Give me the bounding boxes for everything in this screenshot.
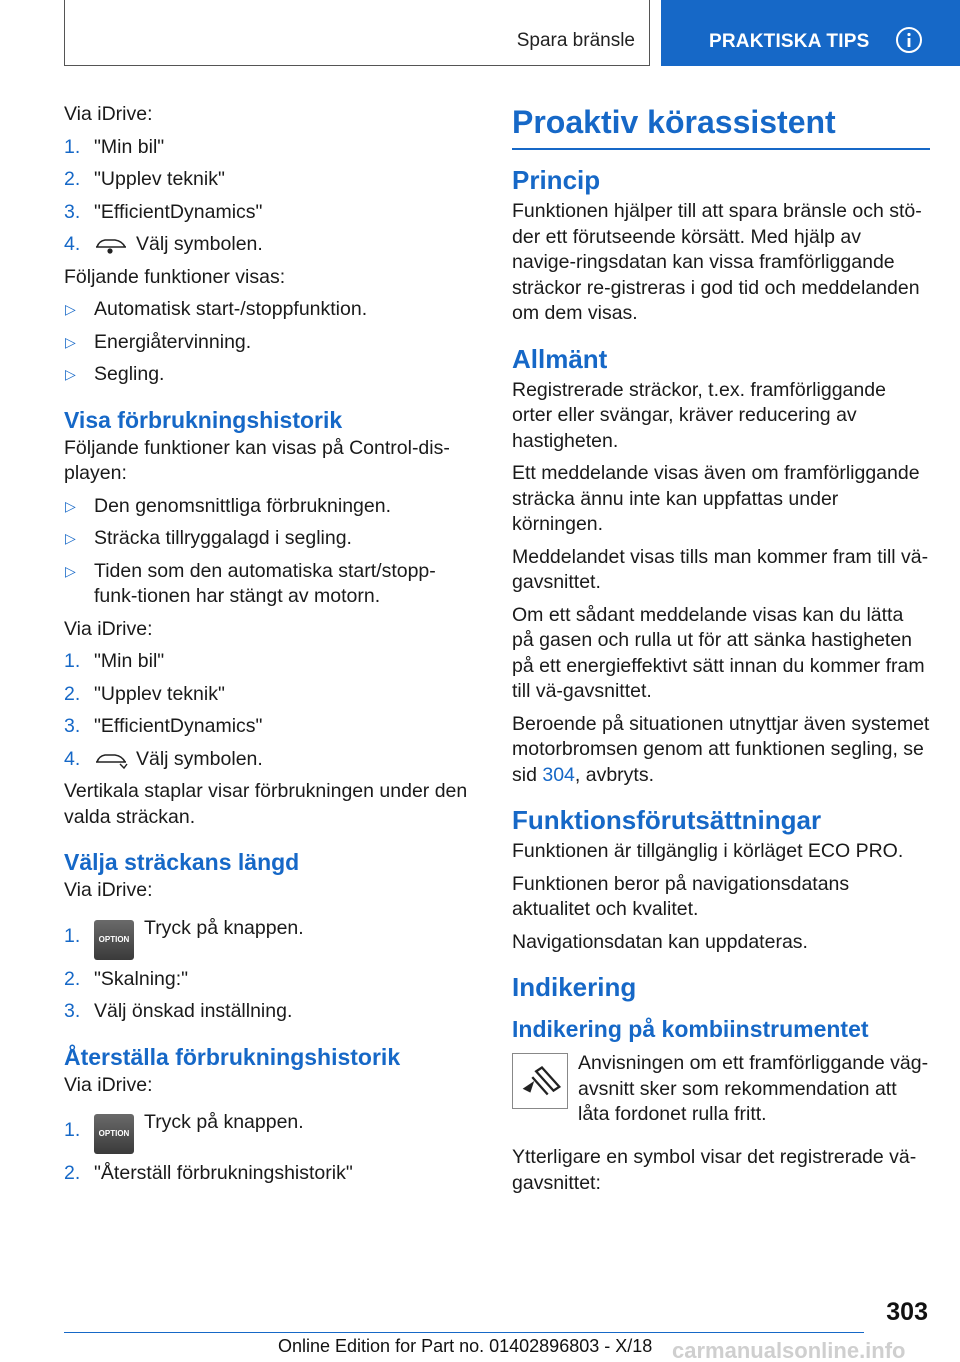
heading-length: Välja sträckans längd — [64, 849, 300, 875]
page-number: 303 — [886, 1298, 928, 1326]
page-header — [0, 0, 960, 66]
forut-text: Funktionen beror på navigationsdatans aktualitet och kvalitet. — [512, 872, 850, 920]
forut-text: Navigationsdatan kan uppdateras. — [512, 930, 808, 953]
header-section-title: Spara bränsle — [516, 30, 635, 51]
via-idrive-label: Via iDrive: — [64, 103, 153, 125]
step-item: 1. "Min bil" — [64, 650, 165, 672]
bullet-item: ▷ Energiåtervinning. — [64, 330, 478, 356]
option-button-icon: OPTION — [94, 920, 134, 960]
footer-divider — [64, 1332, 864, 1333]
via-idrive-label: Via iDrive: — [64, 879, 153, 901]
heading-princip: Princip — [512, 165, 601, 195]
triangle-bullet-icon: ▷ — [65, 333, 76, 350]
bullet-item: ▷ Den genomsnittliga förbrukningen. — [64, 494, 478, 520]
chapter-title: Proaktiv körassistent — [512, 102, 930, 150]
step-item: 3. "EfficientDynamics" — [64, 200, 263, 223]
princip-text: Funktionen hjälper till att spara bränsle och stö-der ett förutseende körsätt. Med hjälp av navige-ringsdatan kan vissa framförliggande sträckor re-gistreras i god tid och meddelanden om dem visas. — [512, 200, 922, 324]
heading-forutsattningar: Funktionsförutsättningar — [512, 805, 822, 835]
kombi-symbol-row — [512, 1051, 930, 1135]
header-section-box — [64, 0, 650, 66]
step-item: 4. Välj symbolen. — [64, 233, 263, 255]
forut-text: Funktionen är tillgänglig i körläget ECO PRO. — [512, 840, 904, 862]
footer-edition: Online Edition for Part no. 01402896803 - X/18 — [278, 1336, 653, 1356]
history-intro: Följande funktioner kan visas på Control-dis-playen: — [64, 436, 450, 484]
heading-indikering: Indikering — [512, 972, 637, 1002]
allmant-text: Registrerade sträckor, t.ex. framförliggande orter eller svängar, kräver reducering av hastigheten. — [512, 378, 886, 452]
bullet-item: ▷ Tiden som den automatiska start/stopp-funk-tionen har stängt av motorn. — [65, 559, 436, 607]
bullet-item: ▷ Automatisk start-/stoppfunktion. — [64, 297, 478, 323]
step-item: 2. "Upplev teknik" — [64, 168, 225, 190]
step-item: 3. "EfficientDynamics" — [64, 715, 263, 737]
triangle-bullet-icon: ▷ — [65, 562, 76, 579]
left-column — [64, 102, 478, 1194]
heading-reset: Återställa förbrukningshistorik — [64, 1043, 401, 1070]
kombi-text: Anvisningen om ett framförliggande väg-avsnitt sker som rekommendation att låta fordonet rulla fritt. — [578, 1052, 929, 1125]
triangle-bullet-icon: ▷ — [65, 301, 76, 317]
step-item: 1. "Min bil" — [64, 135, 165, 158]
watermark: carmanualsonline.info — [672, 1338, 906, 1362]
step-item: 2. "Återställ förbrukningshistorik" — [64, 1162, 353, 1184]
car-history-icon — [94, 750, 128, 770]
via-idrive-label: Via iDrive: — [64, 1073, 153, 1096]
bars-text: Vertikala staplar visar förbrukningen under den valda sträckan. — [64, 780, 468, 828]
heading-allmant: Allmänt — [512, 343, 608, 374]
via-idrive-label: Via iDrive: — [64, 617, 153, 640]
step-item: 3. Välj önskad inställning. — [64, 1000, 293, 1022]
segling-text: Beroende på situationen utnyttjar även systemet motorbromsen genom att funktionen segling, se sid 304, avbryts. — [512, 712, 930, 786]
option-button-icon: OPTION — [94, 1114, 134, 1154]
header-chapter-tab[interactable] — [661, 0, 960, 66]
info-icon — [895, 26, 923, 54]
step-item: 1. OPTIONTryck på knappen. — [64, 1110, 478, 1154]
page-reference-link[interactable]: 304 — [542, 763, 575, 786]
car-efficiency-icon — [94, 235, 128, 255]
step-item: 1. OPTIONTryck på knappen. — [64, 916, 478, 960]
step-item: 2. "Upplev teknik" — [64, 682, 225, 705]
triangle-bullet-icon: ▷ — [65, 366, 76, 382]
step-item: 2. "Skalning:" — [64, 967, 189, 990]
coasting-road-icon — [512, 1053, 568, 1109]
triangle-bullet-icon: ▷ — [65, 530, 76, 546]
allmant-text: Om ett sådant meddelande visas kan du lätta på gasen och rulla ut för att sänka hastigheten på ett energieffektivt sätt innan du kommer fram till vä-gavsnittet. — [512, 603, 925, 702]
bullet-item: ▷ Sträcka tillryggalagd i segling. — [64, 526, 478, 552]
bullet-item: ▷ Segling. — [64, 362, 478, 388]
heading-history: Visa förbrukningshistorik — [64, 406, 343, 433]
right-column — [512, 102, 930, 1203]
shown-intro: Följande funktioner visas: — [64, 265, 286, 288]
triangle-bullet-icon: ▷ — [65, 497, 76, 514]
step-item: 4. Välj symbolen. — [64, 747, 263, 770]
allmant-text: Ett meddelande visas även om framförliggande sträcka ännu inte kan uppfattas under körningen. — [512, 462, 920, 535]
ytterligare-text: Ytterligare en symbol visar det registrerade vä-gavsnittet: — [512, 1146, 917, 1194]
heading-kombi: Indikering på kombiinstrumentet — [512, 1016, 869, 1042]
header-chapter-label: PRAKTISKA TIPS — [709, 31, 870, 52]
allmant-text: Meddelandet visas tills man kommer fram till vä-gavsnittet. — [512, 545, 929, 593]
